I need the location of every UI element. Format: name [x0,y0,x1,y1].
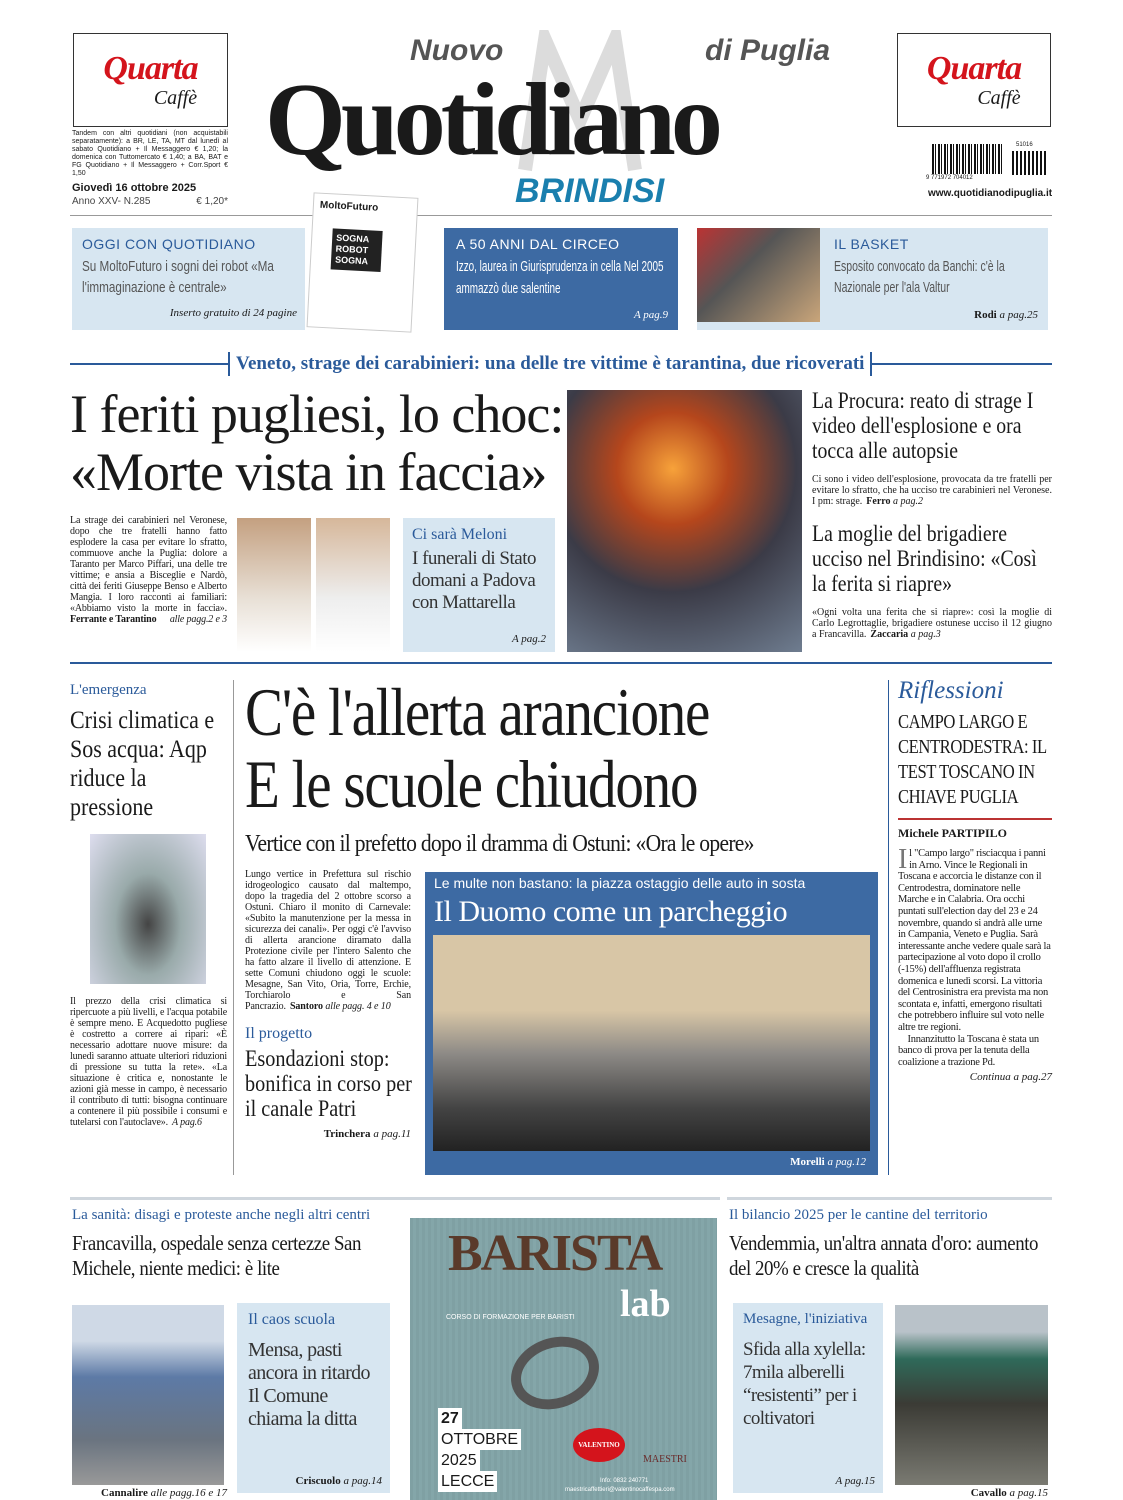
progetto-byline: Trinchera [323,1128,371,1140]
quarta-sub: Caffè [977,87,1021,109]
moltofuturo-cover[interactable] [307,192,419,332]
xylella-kicker: Mesagne, l'iniziativa [743,1311,868,1327]
emergenza-body: Il prezzo della crisi climatica si ripercuote a più livelli, e l'acqua potabile è sempre meno. E Acquedotto pugliese è costretto a correre ai ripari: «È necessario adottare nuove misure: da lunedì saranno attuate ulteriori riduzioni di pressione su tutta la rete». «La situazione è critica e, nonostante le azioni già messe in campo, è necessario il contributo di tutti: bisogna continuare a contenere il più possibile i consumi e tutelarsi con l'autoclave». A pag.6 [70,996,227,1128]
ad-email: maestricaffettieri@valentinocaffespa.com [565,1487,675,1493]
main-headline-line1: C'è l'allerta arancione [245,674,710,750]
masthead-title: Quotidiano [265,62,718,177]
edition-name: BRINDISI [515,172,665,210]
sanita-headline[interactable]: Francavilla, ospedale senza certezze San Michele, niente medici: è lite [72,1231,361,1280]
cover-brand: MoltoFuturo [319,199,379,214]
lead-headline[interactable]: I feriti pugliesi, lo choc: «Morte vista in faccia» [70,384,564,502]
main-headline-line2: E le scuole chiudono [245,746,698,822]
lead-byline: Ferrante e Tarantino [70,614,157,625]
cantine-kicker: Il bilancio 2025 per le cantine del territorio [729,1207,988,1223]
xylella-box[interactable] [733,1303,883,1493]
riflessioni-column [898,676,1052,1083]
meloni-page: A pag.2 [511,633,546,645]
barista-lab-advert[interactable] [410,1218,717,1500]
duomo-title: Il Duomo come un parcheggio [434,895,788,928]
duomo-kicker: Le multe non bastano: la piazza ostaggio delle auto in sosta [434,875,806,891]
victim-photo [237,518,311,652]
main-byline: Santoro [289,1001,323,1012]
meloni-title: I funerali di Stato domani a Padova con Mattarella [412,548,536,613]
progetto-headline[interactable]: Esondazioni stop: bonifica in corso per il canale Patri [245,1046,412,1121]
main-text-column [245,869,411,1140]
progetto-page: a pag.11 [373,1128,411,1140]
procura-body: Ci sono i video dell'esplosione, provocata da tre fratelli per evitare lo sfratto, che ha ucciso tre carabinieri nel Veronese. I pm: strage. Ferro a pag.2 [812,474,1052,507]
barcode-addon [1012,151,1048,175]
duomo-byline: Morelli [790,1156,825,1168]
riflessioni-body: Il "Campo largo" risciacqua i panni in Arno. Vince le Regionali in Toscana e accorcia le distanze con il Centrodestra, dominatore nelle Marche e in Calabria. Ora occhi puntati sull'election day del 23 e 24 novembre, quando si andrà alle urne in Campania, Veneto e Puglia. Sarà interessante anche vedere quale sarà la partecipazione al voto dopo il crollo (-15%) dell'affluenza registrata domenica e lunedì scorsi. La vittoria del Centrosinistra era prevista ma non scontata e, infatti, emergono risultati che potrebbero influire sul voto nelle altre tre regioni. Innanzitutto la Toscana è stata un banco di prova per la tenuta della coalizione a trazione Pd. [898,844,1051,1068]
ad-city: LECCE [438,1471,497,1492]
basket-photo [697,228,820,322]
ad-course: CORSO DI FORMAZIONE PER BARISTI [446,1314,575,1321]
portafilter-image [501,1325,610,1422]
xylella-page: A pag.15 [835,1475,875,1487]
lead-kicker: Veneto, strage dei carabinieri: una delle tre vittime è tarantina, due ricoverati [228,352,872,376]
divider [70,215,1052,216]
price: € 1,20* [196,196,228,207]
scuola-box[interactable] [237,1303,390,1493]
moglie-body: «Ogni volta una ferita che si riapre»: così la moglie di Carlo Legrottaglie, brigadiere ostunese ucciso il 12 giugno a Francavilla. Zaccaria a pag.3 [812,607,1052,640]
emergenza-kicker: L'emergenza [70,682,147,698]
masthead[interactable] [265,30,865,215]
sanita-byline: Cannalire [101,1487,148,1499]
ad-day: 27 [438,1408,462,1429]
quarta-brand: Quarta [103,50,198,87]
main-subheadline: Vertice con il prefetto dopo il dramma di Ostuni: «Ora le opere» [245,831,754,857]
duomo-box[interactable] [425,872,878,1175]
victim-photo [316,518,390,652]
divider [70,662,1052,664]
quarta-caffe-ad-right[interactable] [897,33,1051,127]
emergenza-headline[interactable]: Crisi climatica e Sos acqua: Aqp riduce la pressione [70,707,215,821]
emergenza-column [70,680,227,1128]
duomo-photo [433,935,870,1151]
cantine-byline: Cavallo [970,1487,1007,1499]
teaser-basket[interactable] [697,228,1048,330]
column-rule [888,680,889,1175]
teaser-kicker: IL BASKET [834,236,909,252]
barcode-code: 51016 [1016,142,1033,148]
continua-link[interactable]: Continua a pag.27 [969,1071,1052,1084]
issue-info [72,130,228,208]
issue-date: Giovedì 16 ottobre 2025 [72,182,197,194]
lead-side-column [812,388,1052,640]
drop-cap: I [898,844,908,875]
moglie-page: a pag.3 [910,629,941,640]
xylella-title: Sfida alla xylella: 7mila alberelli “resistenti” per i coltivatori [743,1339,866,1429]
cantine-headline[interactable]: Vendemmia, un'altra annata d'oro: aumento del 20% e cresce la qualità [729,1231,1039,1280]
cantine-page: a pag.15 [1009,1487,1048,1499]
cantine-header [729,1206,1052,1281]
teaser-moltofuturo[interactable] [72,228,305,330]
cover-text: SOGNA ROBOT SOGNA [331,228,383,272]
procura-byline: Ferro [866,496,891,507]
riflessioni-kicker: Riflessioni [898,677,1004,704]
teaser-foot: A pag.9 [633,309,668,321]
main-headline[interactable] [245,676,709,820]
ad-lab: lab [620,1283,671,1325]
scuola-title: Mensa, pasti ancora in ritardo Il Comune chiama la ditta [248,1339,370,1430]
divider [898,818,1052,820]
hospital-photo [72,1305,224,1485]
explosion-photo [567,390,802,652]
emergenza-page: A pag.6 [172,1117,202,1128]
harvest-photo [895,1305,1048,1485]
sanita-kicker: La sanità: disagi e proteste anche negli altri centri [72,1207,371,1223]
main-page: alle pagg. 4 e 10 [325,1001,391,1012]
sanita-header [72,1206,402,1281]
scuola-page: a pag.14 [343,1475,382,1487]
procura-page: a pag.2 [893,496,924,507]
ad-sponsor-maestri: MAESTRI [643,1454,687,1465]
sanita-page: alle pagg.16 e 17 [150,1487,227,1499]
riflessioni-headline[interactable]: CAMPO LARGO E CENTRODESTRA: IL TEST TOSCANO IN CHIAVE PUGLIA [898,711,1047,808]
procura-headline[interactable]: La Procura: reato di strage I video dell'esplosione e ora tocca alle autopsie [812,388,1034,463]
teaser-circeo[interactable] [444,228,678,330]
riflessioni-author: Michele PARTIPILO [898,826,1008,840]
moglie-byline: Zaccaria [870,629,909,640]
teaser-kicker: OGGI CON QUOTIDIANO [82,236,256,252]
barcode-number: 9 771972 704012 [926,175,973,181]
masthead-nuovo: Nuovo [410,34,504,67]
quarta-brand: Quarta [926,50,1022,87]
teaser-title: Esposito convocato da Banchi: c'è la Nazionale per l'ala Valtur [834,258,1005,296]
quarta-sub: Caffè [153,87,198,109]
divider [70,1197,720,1200]
teaser-title: Izzo, laurea in Giurisprudenza in cella Nel 2005 ammazzò due salentine [456,258,664,297]
moglie-headline[interactable]: La moglie del brigadiere ucciso nel Brindisino: «Così la ferita si riapre» [812,521,1037,596]
duomo-page: a pag.12 [827,1156,866,1168]
issue-number: Anno XXV- N.285 [72,196,151,207]
tandem-info: Tandem con altri quotidiani (non acquistabili separatamente): a BR, LE, TA, MT dal lunedì al sabato Quotidiano + Il Messaggero € 1,20; la domenica con Tuttomercato € 1,40; a BA, BAT e FG Quotidiano + Il Messaggero + Corr.Sport € 1,50 [72,130,228,177]
teaser-kicker: A 50 ANNI DAL CIRCEO [456,236,620,252]
divider [727,1197,1052,1200]
scuola-byline: Criscuolo [295,1475,341,1487]
ad-brand: BARISTA [448,1225,662,1282]
teaser-foot: Inserto gratuito di 24 pagine [169,307,297,319]
masthead-di-puglia: di Puglia [705,34,831,67]
ad-sponsor-valentino: VALENTINO [573,1428,625,1462]
ad-info: Info: 0832 240771 [600,1478,649,1484]
quarta-caffe-ad-left[interactable] [73,33,228,127]
progetto-kicker: Il progetto [245,1025,313,1042]
website-link[interactable]: www.quotidianodipuglia.it [928,188,1053,199]
meloni-kicker: Ci sarà Meloni [412,526,508,543]
main-body: Lungo vertice in Prefettura sul rischio idrogeologico causato dal maltempo, dopo la tragedia del 2 ottobre scorso a Ostuni. Chiaro il monito di Carnevale: «Subito la manutenzione per la messa in sicurezza dei canali». Per oggi c'è l'avviso di allerta arancione diramato dalla Protezione civile per l'intero Salento che ha fatto alzare il livello di attenzione. E sette Comuni chiudono oggi le scuole: Mesagne, San Vito, Oria, Torre, Erchie, Torchiarolo e San Pancrazio. Santoro alle pagg. 4 e 10 [245,869,411,1012]
meloni-box[interactable] [403,518,555,652]
teaser-title: Su MoltoFuturo i sogni dei robot «Ma l'immaginazione è centrale» [82,258,274,296]
scuola-kicker: Il caos scuola [248,1311,336,1328]
teaser-page: a pag.25 [999,309,1038,321]
lead-page: alle pagg.2 e 3 [169,614,227,625]
ad-year: 2025 [438,1450,480,1471]
ad-month: OTTOBRE [438,1429,521,1450]
lead-body: La strage dei carabinieri nel Veronese, dopo che tre fratelli hanno fatto esplodere la casa per evitare lo sfratto, commuove anche la Puglia: dolore a Taranto per Marco Piffari, una delle tre vittime; e ansia a Bisceglie e Nardò, città dei feriti Giuseppe Benso e Alberto Mangia. I loro racconti ai familiari: «Abbiamo visto la morte in faccia». Ferrante e Tarantino alle pagg.2 e 3 [70,515,227,625]
tunnel-photo [90,834,206,984]
teaser-byline: Rodi [974,309,997,321]
column-rule [233,680,234,1175]
barcode [932,144,1004,174]
